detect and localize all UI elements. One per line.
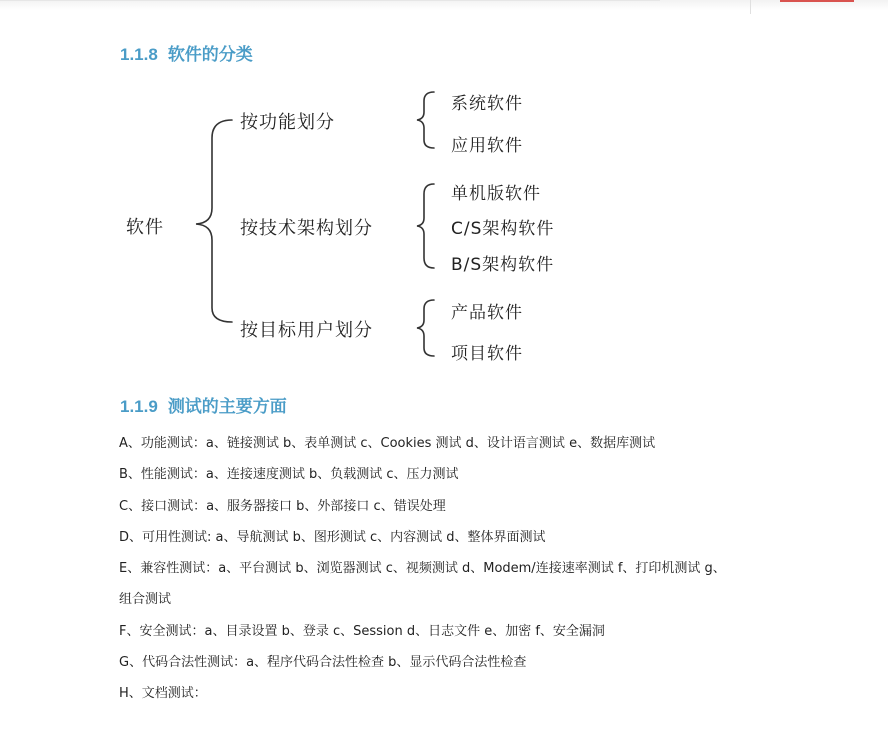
list-item: G、代码合法性测试：a、程序代码合法性检查 b、显示代码合法性检查 — [119, 655, 527, 671]
section-title: 软件的分类 — [167, 45, 253, 65]
list-item: H、文档测试： — [119, 686, 207, 702]
section-heading-1-1-9 — [120, 392, 287, 417]
leaf-application-software: 应用软件 — [451, 136, 523, 156]
leaf-cs-software: C/S架构软件 — [451, 219, 555, 239]
section-title: 测试的主要方面 — [167, 397, 287, 417]
main-brace — [196, 120, 232, 322]
tree-root: 软件 — [126, 217, 164, 238]
test-aspects-list — [119, 428, 819, 710]
leaf-system-software: 系统软件 — [451, 94, 523, 114]
list-item: D、可用性测试: a、导航测试 b、图形测试 c、内容测试 d、整体界面测试 — [119, 529, 546, 545]
brace-architecture — [417, 184, 434, 268]
section-number: 1.1.8 — [120, 45, 158, 64]
leaf-product-software: 产品软件 — [451, 303, 523, 323]
leaf-project-software: 项目软件 — [451, 344, 523, 364]
branch-function: 按功能划分 — [240, 112, 335, 133]
list-item: B、性能测试：a、连接速度测试 b、负载测试 c、压力测试 — [119, 467, 459, 483]
list-item: 组合测试 — [119, 592, 172, 608]
list-item: E、兼容性测试：a、平台测试 b、浏览器测试 c、视频测试 d、Modem/连接速率测试 f、打印机测试 g、 — [119, 561, 726, 577]
list-item: C、接口测试：a、服务器接口 b、外部接口 c、错误处理 — [119, 498, 446, 514]
list-item: F、安全测试：a、目录设置 b、登录 c、Session d、日志文件 e、加密 f、安全漏洞 — [119, 623, 605, 639]
list-item: A、功能测试：a、链接测试 b、表单测试 c、Cookies 测试 d、设计语言测试 e、数据库测试 — [119, 436, 656, 451]
section-number: 1.1.9 — [120, 397, 158, 416]
leaf-standalone-software: 单机版软件 — [451, 184, 541, 204]
brace-user — [417, 300, 434, 356]
branch-user: 按目标用户划分 — [240, 320, 373, 341]
branch-architecture: 按技术架构划分 — [240, 218, 373, 239]
brace-function — [417, 92, 434, 148]
leaf-bs-software: B/S架构软件 — [451, 255, 555, 275]
